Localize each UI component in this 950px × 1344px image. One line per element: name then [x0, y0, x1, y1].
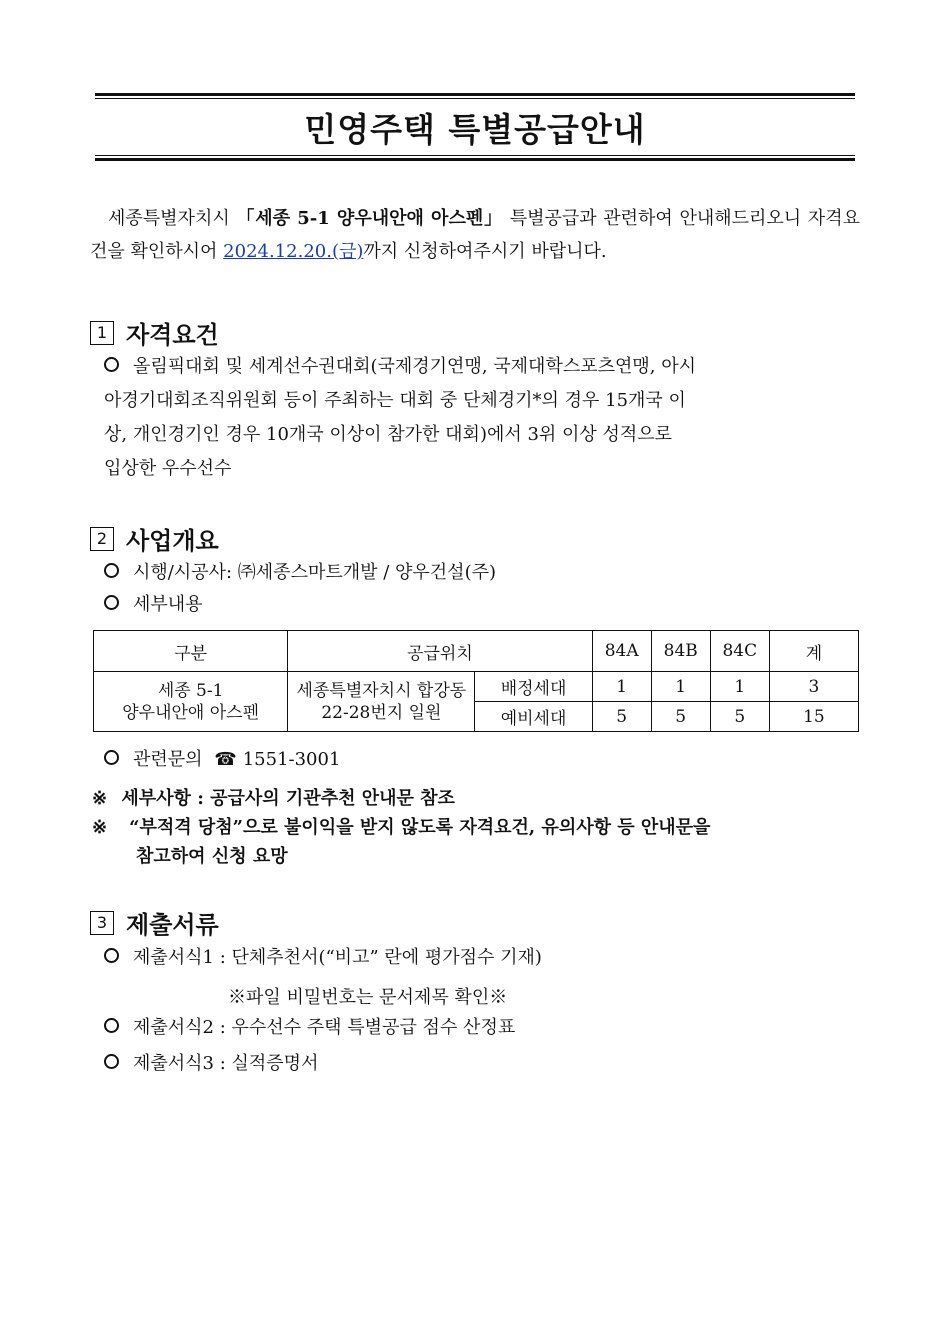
circle-bullet-icon: [104, 1054, 119, 1069]
supply-table: [93, 630, 859, 732]
note-warning-line-2: 참고하여 신청 요망: [136, 846, 288, 867]
section-documents-heading: [90, 905, 219, 940]
contact-label: 관련문의: [133, 749, 203, 770]
project-name: 「세종 5-1 양우내안애 아스펜」: [236, 208, 504, 229]
builder-item: [104, 556, 496, 590]
section-title: 사업개요: [126, 527, 219, 555]
password-note: ※파일 비밀번호는 문서제목 확인※: [228, 987, 508, 1008]
deadline-date: 2024.12.20.(금): [223, 241, 364, 262]
qualification-line-4: 입상한 우수선수: [104, 458, 232, 479]
circle-bullet-icon: [104, 948, 119, 963]
circle-bullet-icon: [104, 563, 119, 578]
details-label: 세부내용: [133, 594, 203, 615]
note-warning-line-1: ※ “부적격 당첨”으로 불이익을 받지 않도록 자격요건, 유의사항 등 안내문을: [92, 817, 711, 838]
note-details: [92, 784, 455, 813]
circle-bullet-icon: [104, 595, 119, 610]
intro-suffix: 까지 신청하여주시기 바랍니다.: [363, 241, 607, 262]
page-title: 민영주택 특별공급안내: [304, 110, 646, 149]
table-header-row: [94, 631, 859, 672]
document-item-2: [104, 1011, 515, 1045]
value-84c: 5: [710, 702, 769, 732]
value-84c: 1: [710, 672, 769, 702]
builder-text: 시행/시공사: ㈜세종스마트개발 / 양우건설(주): [133, 562, 496, 583]
value-84a: 1: [592, 672, 651, 702]
document-text: 제출서식3 : 실적증명서: [133, 1053, 319, 1074]
value-84a: 5: [592, 702, 651, 732]
project-cell: 세종 5-1 양우내안애 아스펜: [94, 672, 288, 732]
title-bottom-rule-thin: [95, 155, 855, 156]
circle-bullet-icon: [104, 1018, 119, 1033]
intro-paragraph: [90, 202, 860, 268]
title-top-rule: [95, 93, 855, 96]
header-84a: 84A: [592, 631, 651, 672]
qualification-line-2: 아경기대회조직위원회 등이 주최하는 대회 중 단체경기*의 경우 15개국 이: [104, 390, 686, 411]
header-location: 공급위치: [288, 631, 592, 672]
section-title: 자격요건: [126, 321, 219, 349]
value-84b: 1: [651, 672, 710, 702]
phone-icon: ☎: [214, 749, 237, 770]
circle-bullet-icon: [104, 357, 119, 372]
qualification-item: [104, 350, 844, 486]
document-text: 제출서식2 : 우수선수 주택 특별공급 점수 산정표: [133, 1017, 516, 1038]
title-bottom-rule: [95, 158, 855, 161]
intro-middle: 특별공급과 관련하여 안내해드리오니 자격요건을 확인하시어: [90, 208, 860, 262]
section-number: 2: [90, 527, 114, 551]
header-total: 계: [769, 631, 858, 672]
section-title: 제출서류: [126, 911, 219, 939]
value-84b: 5: [651, 702, 710, 732]
qualification-line-1: 올림픽대회 및 세계선수권대회(국제경기연맹, 국제대학스포츠연맹, 아시: [104, 350, 844, 384]
contact-number: 1551-3001: [242, 749, 341, 770]
details-item: [104, 588, 203, 622]
row-label: 배정세대: [475, 672, 592, 702]
row-label: 예비세대: [475, 702, 592, 732]
document-item-3: [104, 1047, 318, 1081]
section-number: 3: [90, 911, 114, 935]
note-mark: ※: [92, 788, 108, 809]
note-warning: [92, 813, 862, 871]
circle-bullet-icon: [104, 750, 119, 765]
section-qualification-heading: [90, 315, 219, 350]
header-84c: 84C: [710, 631, 769, 672]
section-number: 1: [90, 321, 114, 345]
document-item-1: [104, 941, 542, 975]
header-category: 구분: [94, 631, 288, 672]
title-top-rule-thin: [95, 98, 855, 99]
intro-prefix: 세종특별자치시: [108, 208, 230, 229]
value-total: 15: [769, 702, 858, 732]
section-overview-heading: [90, 521, 219, 556]
location-cell: 세종특별자치시 합강동 22-28번지 일원: [288, 672, 475, 732]
contact-item: [104, 743, 340, 777]
document-text: 제출서식1 : 단체추천서(“비고” 란에 평가점수 기재): [133, 947, 542, 968]
note-text: 세부사항 : 공급사의 기관추천 안내문 참조: [121, 788, 455, 809]
header-84b: 84B: [651, 631, 710, 672]
table-row: [94, 672, 859, 702]
qualification-line-3: 상, 개인경기인 경우 10개국 이상이 참가한 대회)에서 3위 이상 성적으로: [104, 424, 673, 445]
value-total: 3: [769, 672, 858, 702]
